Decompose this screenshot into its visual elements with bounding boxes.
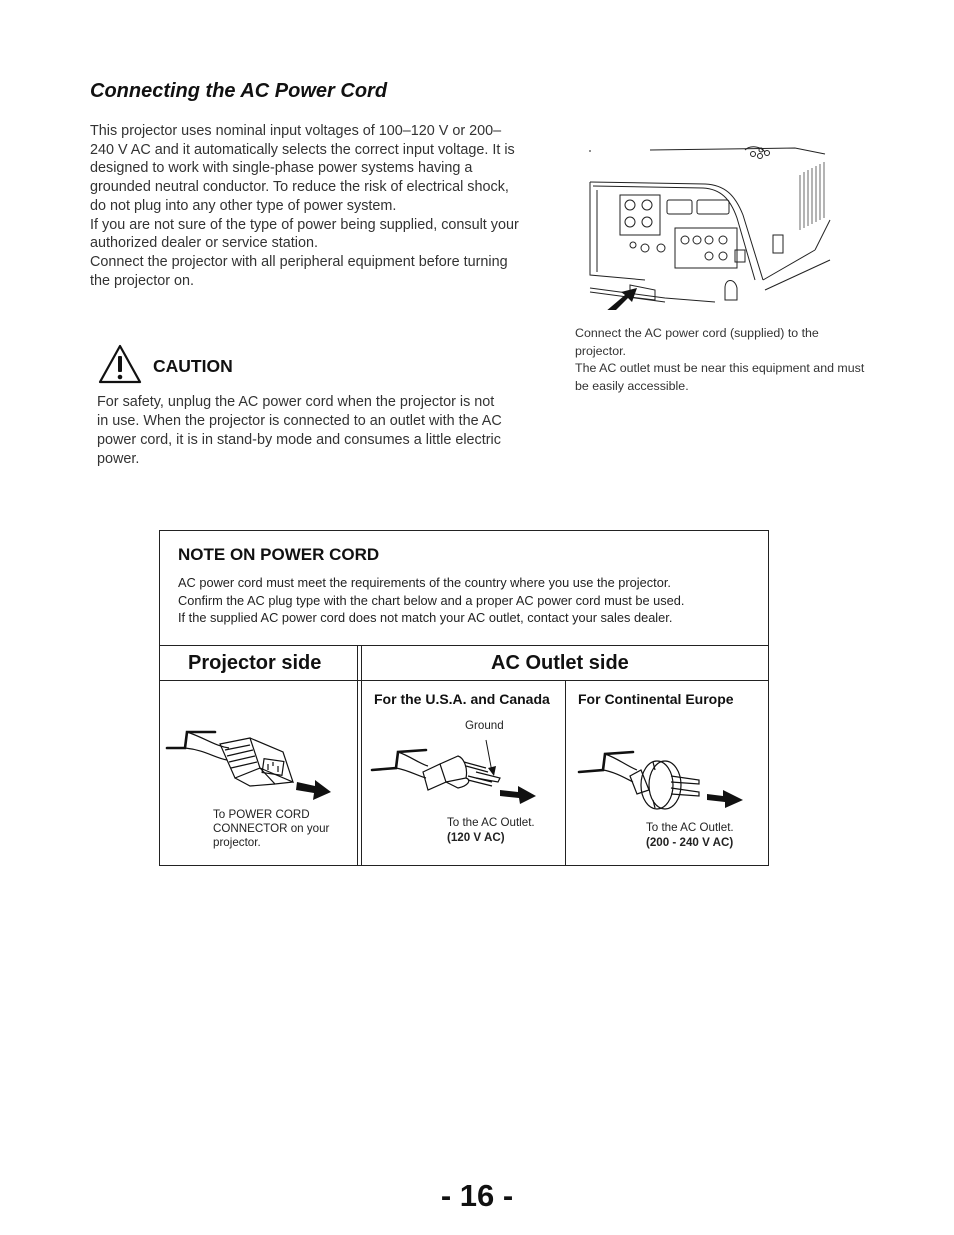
section-title: Connecting the AC Power Cord [90,80,388,102]
page-number: - 16 - [440,1178,514,1213]
table-divider [159,645,769,646]
usa-voltage: (120 V AC) [447,831,505,844]
table-divider [357,645,358,865]
usa-canada-header: For the U.S.A. and Canada [374,691,550,707]
note-line: If the supplied AC power cord does not match your AC outlet, contact your sales dealer. [178,610,673,626]
intro-paragraph: Connect the projector with all peripheral equipment before turning the projector on. [90,253,508,289]
caption-line: The AC outlet must be near this equipment and must be easily accessible. [575,361,865,393]
figure-caption [575,325,865,395]
note-text [178,574,758,627]
note-line: AC power cord must meet the requirements of the country where you use the projector. [178,575,671,590]
caption-line: Connect the AC power cord (supplied) to the projector. [575,326,819,358]
table-divider [565,680,566,865]
intro-paragraph: This projector uses nominal input voltages of 100–120 V or 200–240 V AC and it automatically selects the correct input voltage. It is designed to work with single-phase power systems having a grounded neutral conductor. To reduce the risk of electrical shock, do not plug into any other type of power system. [90,123,515,214]
continental-europe-header: For Continental Europe [578,691,734,707]
note-line: Confirm the AC plug type with the chart below and a proper AC power cord must be used. [178,592,685,608]
outlet-side-header: AC Outlet side [491,652,629,674]
projector-side-header: Projector side [188,652,322,674]
projector-rear-illustration [585,140,835,310]
intro-paragraph: If you are not sure of the type of power being supplied, consult your authorized dealer or service station. [90,216,519,252]
table-divider [159,680,769,681]
note-title: NOTE ON POWER CORD [178,545,380,564]
warning-triangle-icon [98,344,142,384]
europe-outlet-caption: To the AC Outlet. [646,821,734,834]
europe-plug-illustration [575,740,755,820]
caution-text: For safety, unplug the AC power cord when the projector is not in use. When the projector is connected to an outlet with the AC power cord, it is in stand-by mode and consumes a little electric power. [97,394,502,467]
usa-outlet-caption: To the AC Outlet. [447,816,535,829]
intro-text [90,122,520,290]
usa-plug-illustration [368,738,548,808]
europe-voltage: (200 - 240 V AC) [646,836,734,849]
ground-label: Ground [465,719,504,732]
table-divider [361,645,362,865]
caution-label: CAUTION [153,356,233,376]
projector-connector-caption: To POWER CORD CONNECTOR on your projector. [213,808,330,849]
projector-connector-illustration [165,720,335,805]
